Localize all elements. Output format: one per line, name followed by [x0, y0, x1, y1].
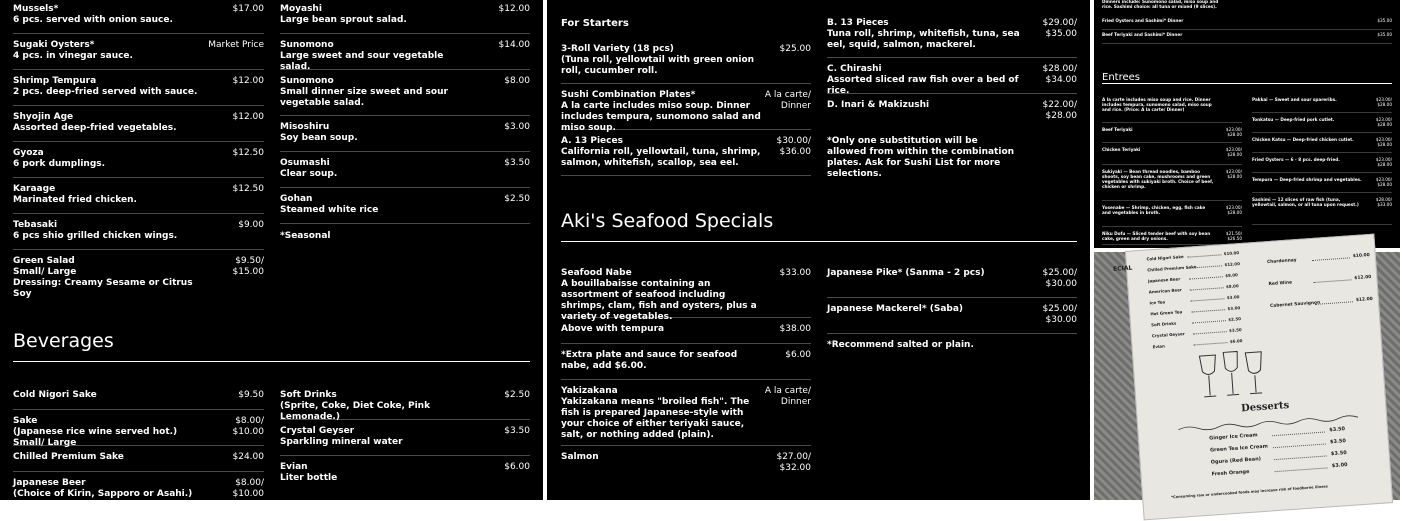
special-label: ECIAL — [1112, 264, 1133, 273]
paper-item-name: Red Wine — [1268, 280, 1293, 288]
appetizers-left-column — [13, 0, 264, 299]
entree-item-price: $28.00/ $33.00 — [1375, 197, 1392, 207]
menu-item-description: Steamed white rice — [280, 205, 379, 215]
paper-item-name: Fresh Orange — [1211, 468, 1250, 478]
menu-item — [561, 386, 811, 446]
menu-item-description: Assorted deep-fried vegetables. — [13, 123, 177, 133]
paper-item-price: $3.50 — [1330, 450, 1347, 458]
menu-item — [280, 462, 530, 492]
entree-item — [1102, 32, 1392, 44]
entree-item — [1102, 205, 1242, 227]
menu-item — [827, 100, 1077, 122]
paper-item-leader — [1315, 301, 1353, 305]
menu-item-price: $6.00 — [785, 350, 811, 360]
menu-item — [13, 40, 264, 70]
menu-item-name: Cold Nigori Sake — [13, 390, 97, 400]
entree-item — [1102, 97, 1242, 123]
menu-item-description: 6 pork dumplings. — [13, 159, 106, 169]
menu-item-name: Sushi Combination Plates* — [561, 90, 696, 100]
menu-item-price: $8.00/ $10.00 — [232, 416, 264, 437]
entree-item-price: $23.00/ $28.00 — [1375, 137, 1392, 147]
entree-item — [1102, 169, 1242, 201]
menu-item-description: California roll, yellowtail, tuna, shrimp, salmon, whitefish, scallop, sea eel. — [561, 147, 761, 168]
menu-item — [561, 452, 811, 474]
menu-item-name: 3-Roll Variety (18 pcs) — [561, 44, 674, 54]
menu-item-name: Moyashi — [280, 4, 322, 14]
menu-page-appetizers — [0, 0, 543, 510]
menu-item-description: Yakizakana means "broiled fish". The fish is prepared Japanese-style with your choice of either teriyaki sauce, salt, or nothing added (plain). — [561, 397, 750, 440]
paper-item-leader — [1192, 331, 1226, 334]
paper-item-leader — [1275, 467, 1328, 472]
entree-item-price: $23.00/ $28.00 — [1225, 169, 1242, 179]
paper-item-price: $8.00 — [1225, 272, 1239, 279]
menu-item — [13, 220, 264, 250]
seasonal-note: *Seasonal — [280, 231, 331, 241]
menu-item-price: $17.00 — [232, 4, 264, 14]
menu-item-description: Tuna roll, shrimp, whitefish, tuna, sea eel, squid, salmon, mackerel. — [827, 29, 1020, 50]
foodborne-warning: *Consuming raw or undercooked foods may increase risk of foodborne illness — [1171, 484, 1329, 500]
menu-item — [280, 426, 530, 456]
menu-item — [13, 452, 264, 472]
menu-item-description: A la carte includes miso soup. Dinner includes tempura, sunomono salad and miso soup. — [561, 101, 761, 133]
entree-item-price: $23.00/ $28.00 — [1375, 117, 1392, 127]
menu-item-name: Crystal Geyser — [280, 426, 355, 436]
menu-item — [280, 4, 530, 34]
entree-item-name: Sukiyaki — Bean thread noodles, bamboo shoots, soy bean cake, mushrooms and green vegetables with sukiyaki broth. Choice of beef, chicken or shrimp. — [1102, 169, 1214, 189]
menu-item-price: $22.00/ $28.00 — [1042, 100, 1077, 121]
starters-left-column — [561, 44, 811, 176]
paper-item-price: $3.50 — [1228, 327, 1242, 333]
entree-item-name: Fried Oysters and Sashimi* Dinner — [1102, 18, 1184, 23]
menu-item-price: $28.00/ $34.00 — [1042, 64, 1077, 85]
menu-item-name: Salmon — [561, 452, 599, 462]
menu-item-name: Japanese Mackerel* (Saba) — [827, 304, 964, 314]
menu-item-price: $9.50/ $15.00 — [232, 256, 264, 277]
menu-item-price: $14.00 — [498, 40, 530, 50]
specials-right-column — [827, 268, 1077, 368]
menu-item-price: $9.50 — [238, 390, 264, 400]
menu-item-name: Misoshiru — [280, 122, 330, 132]
substitution-note: *Only one substitution will be allowed from within the combination plates. Ask for Sushi List for more selections. — [827, 136, 1015, 179]
entree-item-price: $23.00/ $28.00 — [1225, 127, 1242, 137]
menu-item-name: Shyojin Age — [13, 112, 74, 122]
paper-item-leader — [1274, 455, 1327, 460]
specials-left-column — [561, 268, 811, 500]
starters-right-column — [827, 18, 1077, 122]
menu-item-price: $29.00/ $35.00 — [1042, 18, 1077, 39]
menu-item-name: Gyoza — [13, 148, 44, 158]
menu-item-name: Seafood Nabe — [561, 268, 632, 278]
menu-item-description: 2 pcs. deep-fried served with sauce. — [13, 87, 198, 97]
menu-item-name: B. 13 Pieces — [827, 18, 889, 28]
menu-item-description: Sparkling mineral water — [280, 437, 403, 447]
paper-item-price: $12.00 — [1224, 261, 1241, 268]
menu-item-name: *Extra plate and sauce for seafood nabe, add $6.00. — [561, 350, 738, 371]
menu-item-description: 6 pcs. served with onion sauce. — [13, 15, 173, 25]
entree-item — [1102, 127, 1242, 143]
entree-item-price: $23.00/ $28.00 — [1375, 157, 1392, 167]
paper-item-leader — [1188, 276, 1222, 279]
menu-item-description: 6 pcs shio grilled chicken wings. — [13, 231, 178, 241]
desserts-title: Desserts — [1240, 399, 1290, 415]
menu-item-price: $3.50 — [504, 158, 530, 168]
entree-item — [1252, 157, 1392, 173]
menu-item-name: Japanese Beer — [13, 478, 86, 488]
menu-item — [280, 76, 530, 116]
menu-item-name: Yakizakana — [561, 386, 618, 396]
menu-item-name: Chilled Premium Sake — [13, 452, 124, 462]
entree-item-price: $21.50/ $26.50 — [1225, 231, 1242, 241]
entree-item — [1252, 177, 1392, 193]
menu-item-price: $27.00/ $32.00 — [776, 452, 811, 473]
menu-item — [280, 40, 530, 70]
menu-item — [13, 478, 264, 508]
menu-item-name: A. 13 Pieces — [561, 136, 623, 146]
entree-item-name: Yosenabe — Shrimp, chicken, egg, fish cake and vegetables in broth. — [1102, 205, 1206, 215]
entree-item-price: $23.00/ $28.00 — [1225, 147, 1242, 157]
menu-item-description: Liter bottle — [280, 473, 338, 483]
menu-item-price: $38.00 — [779, 324, 811, 334]
entree-item-price: $35.00 — [1377, 18, 1392, 23]
entree-item-price: $23.00/ $28.00 — [1375, 97, 1392, 107]
menu-item-description: Small/ Large Dressing: Creamy Sesame or Citrus Soy — [13, 267, 193, 299]
paper-item-leader — [1190, 298, 1224, 301]
paper-item-name: Chardonnay — [1266, 258, 1297, 266]
menu-item — [561, 324, 811, 344]
menu-item-price: Market Price — [208, 40, 264, 50]
menu-item — [13, 112, 264, 142]
menu-item-price: $3.50 — [504, 426, 530, 436]
paper-item-leader — [1192, 320, 1226, 323]
starters-heading: For Starters — [561, 18, 629, 29]
menu-item — [280, 122, 530, 152]
paper-item-price: $3.00 — [1226, 294, 1240, 301]
entree-item — [1252, 137, 1392, 153]
specials-title: Aki's Seafood Specials — [561, 210, 774, 232]
menu-item-description: (Tuna roll, yellowtail with green onion roll, cucumber roll. — [561, 55, 755, 76]
entree-item-price: $35.00 — [1377, 32, 1392, 37]
menu-photo — [1094, 252, 1400, 500]
beverages-left-column — [13, 388, 264, 510]
paper-item-leader — [1312, 257, 1350, 261]
menu-item-price: $9.00 — [238, 220, 264, 230]
menu-item-price: $24.00 — [232, 452, 264, 462]
menu-item-name: Soft Drinks — [280, 390, 337, 400]
paper-item-name: Hot Green Tea — [1150, 309, 1183, 317]
menu-item — [13, 256, 264, 299]
menu-item — [561, 350, 811, 380]
beverages-divider — [13, 361, 530, 362]
menu-item-price: $33.00 — [779, 268, 811, 278]
menu-item — [827, 304, 1077, 334]
menu-item — [13, 390, 264, 410]
paper-item-leader — [1191, 309, 1225, 312]
menu-item — [13, 4, 264, 34]
paper-item-price: $8.00 — [1225, 283, 1239, 290]
entrees-divider — [1102, 83, 1392, 84]
paper-menu — [1112, 234, 1393, 521]
menu-item-name: D. Inari & Makizushi — [827, 100, 930, 110]
menu-item — [561, 44, 811, 84]
menu-item — [13, 184, 264, 214]
entree-item-name: Chicken Katsu — Deep-fried chicken cutlet. — [1252, 137, 1354, 142]
paper-item-name: Ogura (Red Bean) — [1210, 456, 1262, 466]
entree-item — [1102, 18, 1392, 30]
menu-item — [13, 416, 264, 446]
menu-item-name: Karaage — [13, 184, 56, 194]
menu-item — [280, 390, 530, 420]
paper-item-price: $3.00 — [1227, 305, 1241, 312]
menu-item-name: Evian — [280, 462, 308, 472]
paper-item-name: Green Tea Ice Cream — [1209, 443, 1269, 454]
entree-item-name: Chicken Teriyaki — [1102, 147, 1141, 152]
menu-item-price: $2.50 — [504, 390, 530, 400]
menu-item-name: Tebasaki — [13, 220, 58, 230]
menu-item-price: $25.00 — [779, 44, 811, 54]
menu-item — [561, 90, 811, 133]
menu-item-price: $6.00 — [504, 462, 530, 472]
entree-item — [1252, 117, 1392, 133]
menu-item-description: Large sweet and sour vegetable salad. — [280, 51, 444, 72]
menu-item-name: Sake — [13, 416, 38, 426]
combo-dinners — [1102, 16, 1392, 46]
menu-item-name: Mussels* — [13, 4, 59, 14]
menu-item-price: $12.00 — [232, 76, 264, 86]
menu-item — [280, 158, 530, 188]
menu-item-price: $8.00 — [504, 76, 530, 86]
entree-item — [1102, 147, 1242, 165]
paper-item-price: $12.00 — [1354, 274, 1372, 282]
paper-item-leader — [1187, 254, 1221, 257]
menu-item — [13, 148, 264, 178]
menu-item-price: $25.00/ $30.00 — [1042, 268, 1077, 289]
menu-item-name: Gohan — [280, 194, 313, 204]
paper-item-name: Ginger Ice Cream — [1208, 432, 1258, 442]
paper-item-leader — [1193, 342, 1227, 345]
entrees-title: Entrees — [1102, 72, 1140, 83]
paper-item-leader — [1273, 443, 1326, 448]
paper-item-name: Japanese Beer — [1147, 276, 1181, 284]
menu-item-price: $30.00/ $36.00 — [776, 136, 811, 157]
paper-item-name: Crystal Geyser — [1151, 331, 1185, 339]
menu-item-description: (Choice of Kirin, Sapporo or Asahi.) Small/ Large — [13, 489, 193, 510]
menu-item-price: A la carte/ Dinner — [764, 90, 811, 111]
menu-item-name: Sugaki Oysters* — [13, 40, 95, 50]
paper-item-name: Chilled Premium Sake — [1147, 264, 1197, 273]
dinners-include-text: Dinners include: Sunomono salad, miso soup and rice. Sashimi choice: all tuna or mixed (9 slices). — [1102, 0, 1219, 9]
entree-item-name: Tonkatsu — Deep-fried pork cutlet. — [1252, 117, 1335, 122]
paper-item-price: $3.50 — [1329, 438, 1347, 446]
entree-item-name: Pakkai — Sweet and sour spareribs. — [1252, 97, 1337, 102]
paper-item-leader — [1272, 432, 1325, 437]
paper-item-leader — [1189, 287, 1223, 290]
menu-page-sushi-specials — [547, 0, 1090, 500]
menu-item-name: Above with tempura — [561, 324, 665, 334]
menu-item — [827, 18, 1077, 58]
specials-divider — [561, 241, 1077, 242]
paper-item-price: $12.00 — [1355, 296, 1373, 304]
menu-item-price: $12.00 — [232, 112, 264, 122]
menu-item-name: Shrimp Tempura — [13, 76, 97, 86]
menu-item-name: Sunomono — [280, 40, 334, 50]
menu-item-description: Small dinner size sweet and sour vegetable salad. — [280, 87, 448, 108]
entree-item-name: Beef Teriyaki — [1102, 127, 1133, 132]
entree-item-name: Sashimi — 12 slices of raw fish (tuna, yellowtail, salmon, or all tuna upon request.) — [1252, 197, 1359, 207]
entree-item — [1102, 231, 1242, 245]
menu-item — [561, 268, 811, 322]
paper-item-name: Evian — [1152, 343, 1166, 350]
wine-glasses-icon — [1193, 347, 1276, 404]
paper-item-price: $10.00 — [1223, 250, 1240, 257]
menu-item-price: A la carte/ Dinner — [764, 386, 811, 407]
paper-item-price: $3.50 — [1329, 426, 1346, 434]
entree-item — [1252, 97, 1392, 113]
menu-item-name: *Recommend salted or plain. — [827, 340, 974, 350]
paper-item-price: $10.00 — [1352, 252, 1370, 260]
menu-item-description: Soy bean soup. — [280, 133, 358, 143]
menu-item-price: $8.00/ $10.00 — [232, 478, 264, 499]
entree-item — [1252, 197, 1392, 225]
menu-item-description: Large bean sprout salad. — [280, 15, 407, 25]
menu-item-name: C. Chirashi — [827, 64, 882, 74]
menu-item-name: Sunomono — [280, 76, 334, 86]
menu-item — [280, 194, 530, 224]
menu-item-description: Marinated fried chicken. — [13, 195, 137, 205]
entree-item-price: $23.00/ $28.00 — [1375, 177, 1392, 187]
entree-item-name: A la carte includes miso soup and rice. Dinner includes tempura, sunomono salad, miso soup and rice. (Price: A la carte/ Dinner) — [1102, 97, 1212, 112]
menu-item-price: $12.00 — [498, 4, 530, 14]
paper-item-price: $6.00 — [1229, 338, 1243, 344]
menu-item — [561, 136, 811, 176]
entree-item-price: $23.00/ $28.00 — [1225, 205, 1242, 215]
menu-item-price: $3.00 — [504, 122, 530, 132]
entree-item-name: Niku Dofu — Sliced tender beef with soy bean cake, green and dry onions. — [1102, 231, 1211, 241]
menu-item-name: Osumashi — [280, 158, 330, 168]
entree-item-name: Beef Teriyaki and Sashimi* Dinner — [1102, 32, 1183, 37]
paper-item-price: $3.00 — [1331, 462, 1348, 470]
paper-item-name: Cabernet Sauvignon — [1269, 300, 1321, 310]
paper-item-name: American Beer — [1148, 287, 1182, 295]
beverages-right-column — [280, 388, 530, 500]
paper-item-name: Cold Nigori Sake — [1146, 253, 1184, 262]
menu-item-description: 4 pcs. in vinegar sauce. — [13, 51, 133, 61]
menu-item-description: Assorted sliced raw fish over a bed of rice. — [827, 75, 1019, 96]
entrees-left-column — [1102, 97, 1242, 248]
entree-item-name: Fried Oysters — 6 - 8 pcs. deep-fried. — [1252, 157, 1340, 162]
menu-item-price: $2.50 — [504, 194, 530, 204]
menu-item-price: $12.50 — [232, 184, 264, 194]
paper-item-price: $2.50 — [1228, 316, 1242, 322]
paper-item-leader — [1314, 279, 1352, 283]
menu-page-entrees-thumbnail — [1094, 0, 1400, 248]
entree-item-name: Tempura — Deep-fried shrimp and vegetables. — [1252, 177, 1362, 182]
menu-item-description: (Sprite, Coke, Diet Coke, Pink Lemonade.) — [280, 401, 431, 422]
menu-item-description: (Japanese rice wine served hot.) Small/ Large — [13, 427, 178, 448]
menu-item-name: Japanese Pike* (Sanma - 2 pcs) — [827, 268, 985, 278]
menu-item-price: $12.50 — [232, 148, 264, 158]
paper-item-name: Ice Tea — [1149, 299, 1166, 306]
menu-item — [827, 340, 1077, 360]
menu-item — [13, 76, 264, 106]
paper-item-name: Soft Drinks — [1150, 320, 1177, 328]
menu-item-price: $25.00/ $30.00 — [1042, 304, 1077, 325]
menu-item-description: A bouillabaisse containing an assortment of seafood including shrimps, clam, fish and oysters, plus a variety of vegetables. — [561, 279, 757, 322]
entrees-right-column — [1252, 97, 1392, 248]
beverages-title: Beverages — [13, 330, 114, 352]
menu-item-name: Green Salad — [13, 256, 75, 266]
menu-item — [827, 268, 1077, 298]
menu-item-description: Clear soup. — [280, 169, 338, 179]
appetizers-right-column — [280, 0, 530, 250]
menu-item — [827, 64, 1077, 94]
